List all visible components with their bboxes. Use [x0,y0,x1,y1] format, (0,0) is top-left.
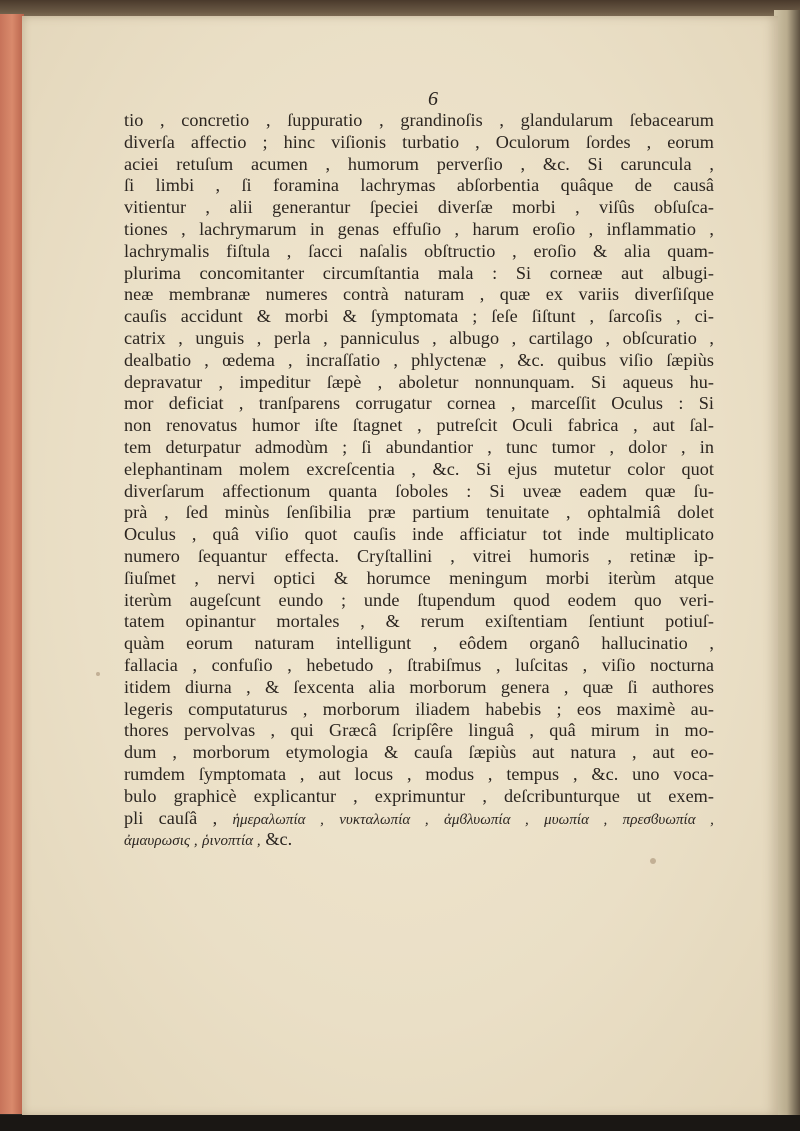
page-number: 6 [428,88,438,110]
text-line: prà , ſed minùs ſenſibilia præ partium tenuitate , ophtalmiâ dolet [124,502,714,523]
text-line: neæ membranæ numeres contrà naturam , quæ ex variis diverſiſque [124,284,714,305]
greek-term: ἀμϐλυωπία , [443,811,529,828]
text-line: diverſarum affectionum quanta ſoboles : Si uveæ eadem quæ ſu- [124,480,714,501]
text-line: plurima concomitanter circumſtantia mala : Si corneæ aut albugi- [124,262,714,283]
text-line: rumdem ſymptomata , aut locus , modus , tempus , &c. uno voca- [124,763,714,784]
text-line: dum , morborum etymologia & cauſa ſæpiùs aut natura , aut eo- [124,742,714,763]
text-line: lachrymalis fiſtula , ſacci naſalis obſtructio , eroſio & alia quam- [124,240,714,261]
text-line: numero ſequantur effecta. Cryſtallini , vitrei humoris , retinæ ip- [124,545,714,566]
text-line: mor deficiat , tranſparens corrugatur cornea , marceſſit Oculus : Si [124,393,714,414]
greek-term: μυωπία , [544,811,608,828]
text-line: ſiuſmet , nervi optici & horumce meningum morbi iterùm atque [124,567,714,588]
text-line: depravatur , impeditur ſæpè , aboletur nonnunquam. Si aqueus hu- [124,371,714,392]
greek-line-suffix: &c. [265,829,293,850]
book-bottom-edge [0,1115,800,1131]
text-line: fallacia , confuſio , hebetudo , ſtrabiſmus , luſcitas , viſio nocturna [124,654,714,675]
greek-term: ἡμεραλωπία , [232,811,324,828]
greek-term: ἀμαυρωσις , [124,833,198,850]
text-line: legeris computaturus , morborum iliadem habebis ; eos maximè au- [124,698,714,719]
text-line: cauſis accidunt & morbi & ſymptomata ; ſeſe ſiſtunt , ſarcoſis , ci- [124,306,714,327]
text-line: tatem opinantur mortales , & rerum exiſtentiam ſentiunt potiuſ- [124,611,714,632]
book-left-edge [0,14,24,1114]
text-line: tem deturpatur admodùm ; ſi abundantior , tunc tumor , dolor , in [124,436,714,457]
text-line: iterùm augeſcunt eundo ; unde ſtupendum quod eodem quo veri- [124,589,714,610]
text-line: bulo graphicè explicantur , exprimuntur , deſcribunturque ut exem- [124,785,714,806]
text-line: ſi limbi , ſi foramina lachrymas abſorbentia quâque de causâ [124,175,714,196]
text-line: quàm eorum naturam intelligunt , eôdem organô hallucinatio , [124,633,714,654]
text-line: elephantinam molem excreſcentia , &c. Si ejus mutetur color quot [124,458,714,479]
paper-stain [650,858,656,864]
text-line: diverſa affectio ; hinc viſionis turbatio , Oculorum ſordes , eorum [124,131,714,152]
greek-term: ῥινοπτία , [202,833,261,850]
text-line: dealbatio , œdema , incraſſatio , phlyctenæ , &c. quibus viſio ſæpiùs [124,349,714,370]
page-body-text [124,110,714,851]
text-line: catrix , unguis , perla , panniculus , albugo , cartilago , obſcuratio , [124,327,714,348]
paper-mark [96,672,100,676]
greek-term: πρεσϐυωπία , [622,811,714,828]
greek-terms-line [124,829,714,851]
text-line: aciei retuſum acumen , humorum perverſio , &c. Si caruncula , [124,153,714,174]
text-line: non renovatus humor iſte ſtagnet , putreſcit Oculi fabrica , aut ſal- [124,415,714,436]
text-line: tiones , lachrymarum in genas effuſio , harum eroſio , inflammatio , [124,218,714,239]
greek-terms-line [124,808,714,830]
text-line: vitientur , alii generantur ſpeciei diverſæ morbi , viſûs obſuſca- [124,197,714,218]
text-line: Oculus , quâ viſio quot cauſis inde afficiatur tot inde multiplicato [124,524,714,545]
greek-line-prefix: pli cauſâ , [124,807,218,828]
text-line: tio , concretio , ſuppuratio , grandinoſis , glandularum ſebacearum [124,110,714,130]
text-line: thores pervolvas , qui Græcâ ſcripſêre linguâ , quâ mirum in mo- [124,720,714,741]
text-line: itidem diurna , & ſexcenta alia morborum genera , quæ ſi authores [124,676,714,697]
greek-term: νυκταλωπία , [339,811,429,828]
